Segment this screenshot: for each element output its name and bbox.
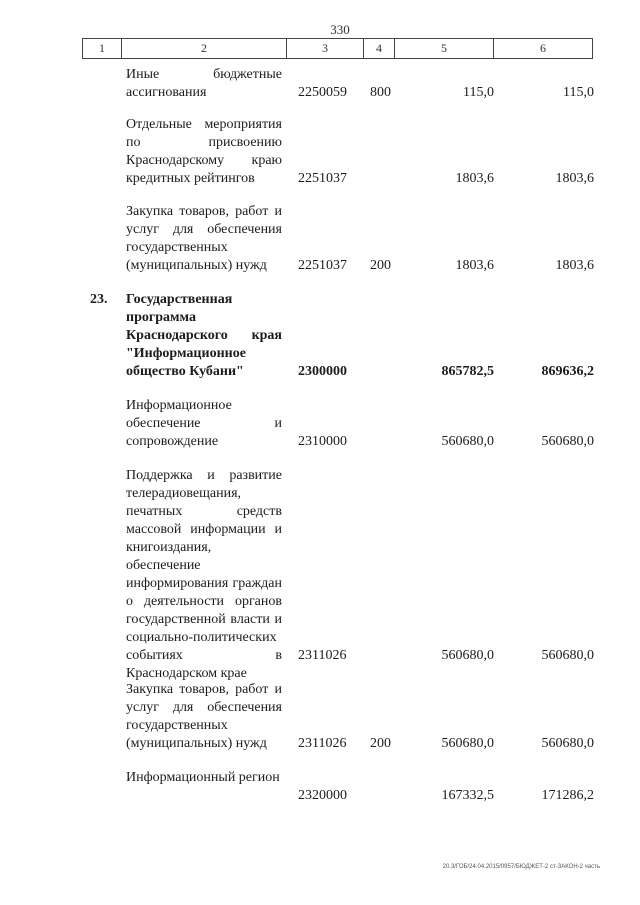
row-name: Государственная программа Краснодарского края "Информационное общество Кубани"	[126, 292, 282, 379]
column-header-4: 4	[364, 39, 395, 59]
row-group: 800	[370, 85, 391, 100]
column-header-5: 5	[395, 39, 494, 59]
column-header-3: 3	[287, 39, 364, 59]
row-name: Иные бюджетные ассигнования	[126, 67, 282, 100]
row-code: 2250059	[298, 85, 347, 100]
row-name: Информационное обеспечение и сопровождение	[126, 398, 282, 449]
row-code: 2251037	[298, 171, 347, 186]
row-value-2: 171286,2	[541, 788, 594, 803]
row-value-1: 1803,6	[455, 171, 494, 186]
row-code: 2300000	[298, 364, 347, 379]
row-code: 2320000	[298, 788, 347, 803]
row-group: 200	[370, 736, 391, 751]
column-header-table	[82, 38, 593, 59]
row-number: 23.	[90, 292, 108, 307]
row-value-1: 560680,0	[441, 736, 494, 751]
row-code: 2251037	[298, 258, 347, 273]
row-name: Информационный регион	[126, 770, 280, 785]
row-code: 2310000	[298, 434, 347, 449]
row-value-1: 560680,0	[441, 648, 494, 663]
row-value-1: 115,0	[463, 85, 494, 100]
column-header-2: 2	[122, 39, 287, 59]
row-name: Закупка товаров, работ и услуг для обеспечения государственных (муниципальных) нужд	[126, 204, 282, 273]
document-footer: 20.3/ГОБ/24.04.2015/0957/БЮДЖЕТ-2 ст-ЗАКОН-2 часть	[442, 864, 600, 870]
row-code: 2311026	[298, 648, 347, 663]
row-code: 2311026	[298, 736, 347, 751]
row-name: Закупка товаров, работ и услуг для обеспечения государственных (муниципальных) нужд	[126, 682, 282, 751]
row-value-2: 560680,0	[541, 736, 594, 751]
row-value-2: 560680,0	[541, 648, 594, 663]
row-name: Отдельные мероприятия по присвоению Краснодарскому краю кредитных рейтингов	[126, 117, 282, 186]
row-value-1: 560680,0	[441, 434, 494, 449]
column-header-6: 6	[494, 39, 593, 59]
row-value-2: 869636,2	[541, 364, 594, 379]
row-value-2: 560680,0	[541, 434, 594, 449]
page-number: 330	[330, 22, 350, 37]
row-name: Поддержка и развитие телерадиовещания, печатных средств массовой информации и книгоиздания, обеспечение информирования граждан о деятельности органов государственной власти и социально-политических событиях в Краснодарском крае	[126, 468, 282, 681]
row-value-2: 1803,6	[555, 171, 594, 186]
row-value-2: 1803,6	[555, 258, 594, 273]
row-value-2: 115,0	[563, 85, 594, 100]
row-value-1: 865782,5	[441, 364, 494, 379]
row-value-1: 1803,6	[455, 258, 494, 273]
row-group: 200	[370, 258, 391, 273]
column-header-1: 1	[83, 39, 122, 59]
row-value-1: 167332,5	[441, 788, 494, 803]
